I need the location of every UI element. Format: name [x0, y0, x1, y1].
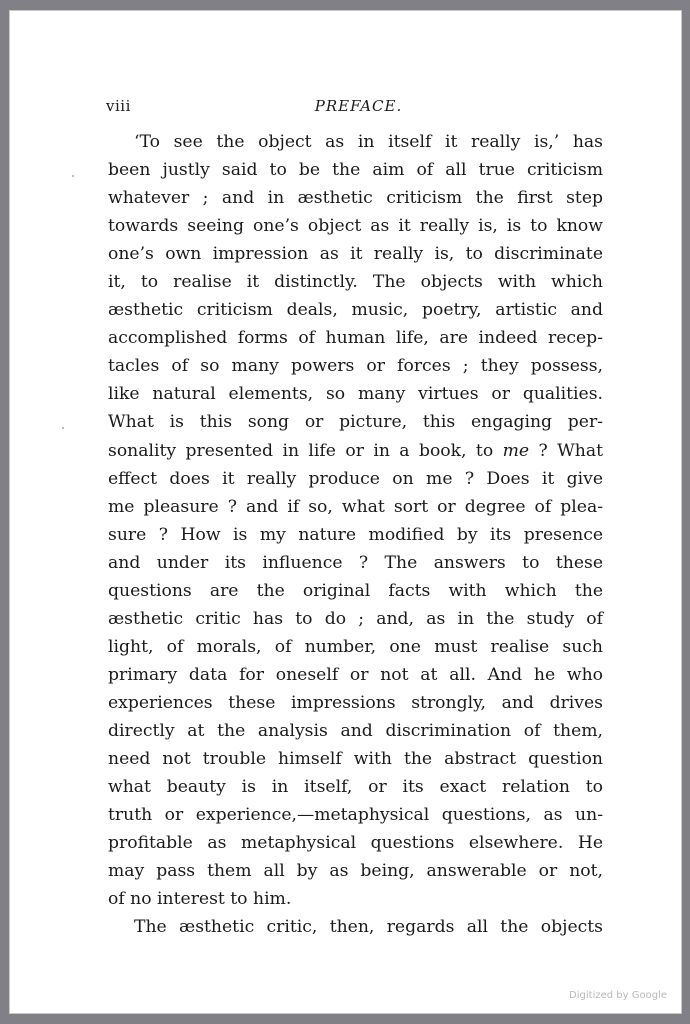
- text-line: The æsthetic critic, then, regards all the objects: [134, 917, 603, 938]
- text-line: æsthetic critic has to do ; and, as in the study of: [108, 608, 603, 629]
- scan-speck: [72, 175, 74, 177]
- text-line: [108, 437, 603, 465]
- body-text: [108, 128, 603, 941]
- text-line: and under its influence ? The answers to these: [108, 552, 603, 573]
- text-line: tacles of so many powers or forces ; they possess,: [108, 356, 603, 377]
- text-line: ‘To see the object as in itself it really is,’ has: [134, 132, 603, 152]
- emphasis: me: [502, 440, 530, 461]
- page-number: viii: [106, 97, 131, 115]
- text-line: like natural elements, so many virtues or qualities.: [108, 384, 603, 405]
- text-line: may pass them all by as being, answerable or not,: [108, 861, 603, 882]
- text-line: need not trouble himself with the abstract question: [108, 749, 603, 770]
- text-line: me pleasure ? and if so, what sort or degree of plea-: [108, 496, 603, 517]
- text-line: questions are the original facts with which the: [108, 580, 603, 601]
- book-page: [9, 10, 682, 1014]
- text-line: sure ? How is my nature modified by its presence: [108, 524, 603, 545]
- text-line: been justly said to be the aim of all true criticism: [108, 160, 603, 181]
- text-line: truth or experience,—metaphysical questions, as un-: [108, 805, 603, 826]
- text-line: accomplished forms of human life, are indeed recep-: [108, 328, 603, 349]
- scan-speck: [62, 427, 64, 429]
- text-line: one’s own impression as it really is, to discriminate: [108, 244, 603, 265]
- text-line: directly at the analysis and discrimination of them,: [108, 720, 603, 741]
- text-line: towards seeing one’s object as it really is, is to know: [108, 216, 603, 237]
- text-line: it, to realise it distinctly. The objects with which: [108, 272, 603, 293]
- text-line: what beauty is in itself, or its exact relation to: [108, 777, 603, 798]
- text-line: primary data for oneself or not at all. And he who: [108, 664, 603, 685]
- text-line: whatever ; and in æsthetic criticism the first step: [108, 188, 603, 209]
- text-line: profitable as metaphysical questions elsewhere. He: [108, 833, 603, 854]
- text-line: light, of morals, of number, one must realise such: [108, 636, 603, 657]
- text-line: What is this song or picture, this engaging per-: [108, 412, 603, 433]
- digitized-watermark: Digitized by Google: [569, 990, 667, 1001]
- text-line: effect does it really produce on me ? Does it give: [108, 468, 603, 489]
- text-segment: ? What: [529, 440, 603, 461]
- text-line: of no interest to him.: [108, 889, 292, 910]
- text-line: æsthetic criticism deals, music, poetry, artistic and: [108, 300, 603, 321]
- running-title: PREFACE.: [314, 97, 403, 115]
- text-line: experiences these impressions strongly, and drives: [108, 692, 603, 713]
- text-segment: sonality presented in life or in a book, to: [108, 440, 503, 461]
- page-header: [106, 97, 611, 121]
